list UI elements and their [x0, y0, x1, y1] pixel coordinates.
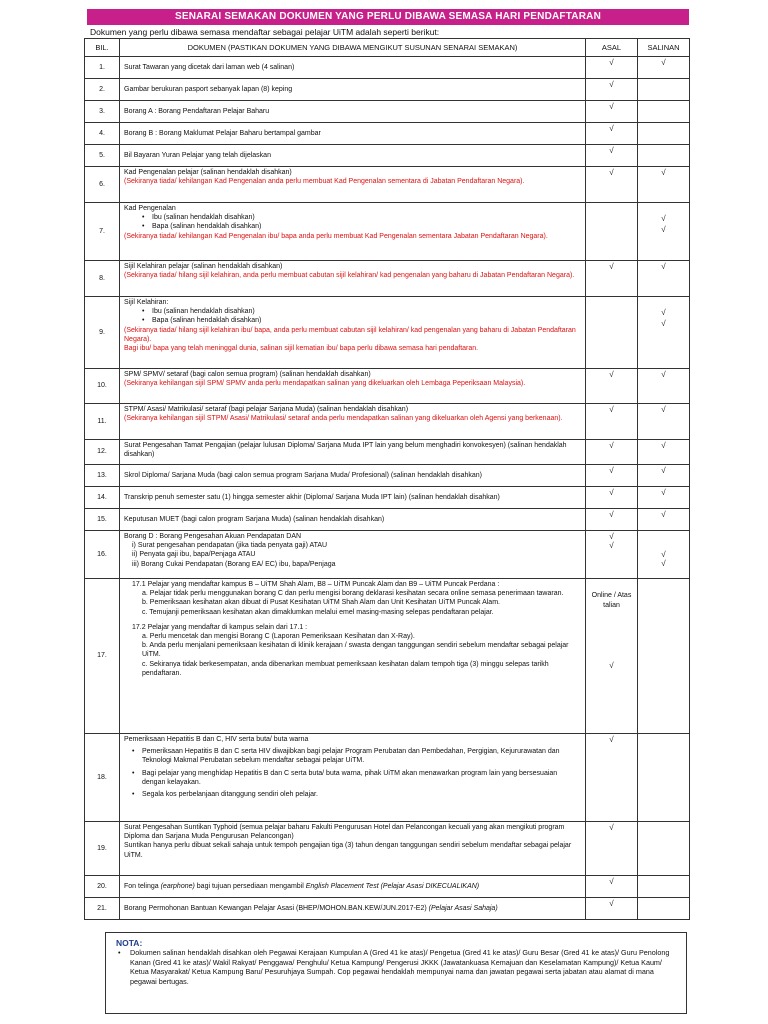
page-title: SENARAI SEMAKAN DOKUMEN YANG PERLU DIBAWA SEMASA HARI PENDAFTARAN — [87, 9, 689, 25]
row-document: Gambar berukuran pasport sebanyak lapan (8) keping — [120, 79, 586, 101]
check-mark: √ — [661, 225, 666, 234]
row-document-text: Pemeriksaan Hepatitis B dan C, HIV serta buta/ buta warna — [124, 736, 309, 743]
row-subitem: c. Temujanji pemeriksaan kesihatan akan dimaklumkan melalui emel masing-masing selepas pendaftaran pelajar. — [142, 608, 494, 616]
table-row — [85, 297, 690, 369]
row-number: 17. — [85, 579, 120, 734]
online-label: Online / Atas talian — [591, 592, 632, 609]
intro-text: Dokumen yang perlu dibawa semasa mendaftar sebagai pelajar UiTM adalah seperti berikut: — [90, 27, 440, 37]
empty-cell — [586, 297, 638, 369]
row-number: 3. — [85, 101, 120, 123]
row-number: 1. — [85, 57, 120, 79]
row-document-text: STPM/ Asasi/ Matrikulasi/ setaraf (bagi pelajar Sarjana Muda) (salinan hendaklah disahkan) — [124, 406, 409, 413]
check-mark: √ — [586, 79, 638, 101]
row-document-text: Surat Pengesahan Suntikan Typhoid (semua pelajar baharu Fakulti Pengurusan Hotel dan Pelancongan kecuali yang akan mengikuti program Diploma dan Sarjana Muda Pengurusan Pelancongan) — [124, 824, 565, 841]
check-mark: √ — [586, 57, 638, 79]
table-row — [85, 145, 690, 167]
row-document — [120, 404, 586, 440]
check-mark: √ — [638, 261, 690, 297]
table-row — [85, 465, 690, 487]
row-document-text: Kad Pengenalan pelajar (salinan hendaklah disahkan) — [124, 169, 292, 176]
row-document-italic: English Placement Test (Pelajar Asasi DIKECUALIKAN) — [305, 882, 480, 890]
row-number: 20. — [85, 876, 120, 898]
check-mark: √ — [661, 550, 666, 559]
table-row — [85, 487, 690, 509]
check-mark: √ — [586, 123, 638, 145]
check-mark: √ — [586, 487, 638, 509]
table-row — [85, 79, 690, 101]
check-mark: √ — [586, 101, 638, 123]
check-mark: √ — [586, 465, 638, 487]
row-number: 14. — [85, 487, 120, 509]
row-subitem: c. Sekiranya tidak berkesempatan, anda dibenarkan membuat pemeriksaan kesihatan dalam tempoh tiga (3) minggu selepas tarikh pendaftaran. — [142, 660, 549, 677]
row-number: 15. — [85, 509, 120, 531]
row-note-red: (Sekiranya tiada/ kehilangan Kad Pengenalan ibu/ bapa anda perlu membuat Kad Pengenalan sementara Jabatan Pendaftaran Negara). — [124, 232, 548, 240]
empty-cell — [638, 579, 690, 734]
row-bullet: • Bagi pelajar yang menghidap Hepatitis B dan C serta buta/ buta warna, pihak UiTM akan menawarkan program lain yang bersesuaian dengan kelayakan. — [124, 769, 581, 787]
check-mark: √ — [638, 509, 690, 531]
row-note-red: (Sekiranya kehilangan sijil SPM/ SPMV anda perlu mendapatkan salinan yang dikeluarkan oleh Lembaga Peperiksaan Malaysia). — [124, 380, 526, 388]
row-document-text-2: Suntikan hanya perlu dibuat sekali sahaja untuk tempoh pengajian tiga (3) tahun dengan tanggungan sendiri sebelum mendaftar sebagai pelajar UiTM. — [124, 842, 572, 859]
checklist-table — [84, 38, 690, 920]
table-row — [85, 123, 690, 145]
check-mark: √ — [661, 308, 666, 317]
row-subitem: iii) Borang Cukai Pendapatan (Borang EA/ EC) ibu, bapa/Penjaga — [132, 560, 336, 568]
note-box — [105, 932, 687, 1014]
col-header-asal: ASAL — [586, 39, 638, 57]
table-row — [85, 822, 690, 876]
col-header-bil: BIL. — [85, 39, 120, 57]
table-row — [85, 531, 690, 579]
row-bullet: • Bapa (salinan hendaklah disahkan) — [124, 222, 581, 231]
row-document: Transkrip penuh semester satu (1) hingga semester akhir (Diploma/ Sarjana Muda IPT lain) (salinan hendaklah disahkan) — [120, 487, 586, 509]
check-marks — [638, 203, 690, 261]
row-number: 8. — [85, 261, 120, 297]
check-mark: √ — [638, 369, 690, 404]
row-document-text: Fon telinga — [124, 882, 161, 890]
row-note-red: Bagi ibu/ bapa yang telah meninggal dunia, salinan sijil kematian ibu/ bapa perlu dibawa semasa hari pendaftaran. — [124, 345, 479, 353]
check-marks — [586, 531, 638, 579]
table-row — [85, 261, 690, 297]
table-row — [85, 203, 690, 261]
check-mark: √ — [586, 404, 638, 440]
empty-cell — [638, 734, 690, 822]
empty-cell — [638, 876, 690, 898]
check-mark: √ — [609, 532, 614, 541]
row-document-text: Borang D : Borang Pengesahan Akuan Pendapatan DAN — [124, 533, 302, 540]
row-subitem: b. Anda perlu menjalani pemeriksaan kesihatan di klinik kerajaan / swasta dengan tanggungan sendiri sebelum mendaftar sebagai pelajar UiTM. — [142, 642, 569, 659]
table-row — [85, 440, 690, 465]
empty-cell — [638, 898, 690, 920]
table-row — [85, 57, 690, 79]
empty-cell — [638, 822, 690, 876]
check-mark: √ — [609, 661, 614, 670]
row-document — [120, 531, 586, 579]
row-subitem: a. Perlu mencetak dan mengisi Borang C (Laporan Pemeriksaan Kesihatan dan X-Ray). — [142, 633, 415, 641]
row-number: 10. — [85, 369, 120, 404]
check-mark: √ — [661, 319, 666, 328]
row-bullet: • Ibu (salinan hendaklah disahkan) — [124, 213, 581, 222]
row-note-red: (Sekiranya tiada/ kehilangan Kad Pengenalan anda perlu membuat Kad Pengenalan sementara di Jabatan Pendaftaran Negara). — [124, 178, 525, 186]
empty-cell — [638, 101, 690, 123]
row-document: Borang B : Borang Maklumat Pelajar Baharu bertampal gambar — [120, 123, 586, 145]
row-document: Skrol Diploma/ Sarjana Muda (bagi calon semua program Sarjana Muda/ Profesional) (salinan hendaklah disahkan) — [120, 465, 586, 487]
row-number: 5. — [85, 145, 120, 167]
check-marks — [638, 531, 690, 579]
row-document — [120, 369, 586, 404]
row-bullet: • Bapa (salinan hendaklah disahkan) — [124, 316, 581, 325]
check-mark: √ — [661, 559, 666, 569]
row-number: 4. — [85, 123, 120, 145]
check-mark: √ — [638, 487, 690, 509]
row-document — [120, 898, 586, 920]
row-subheading: 17.1 Pelajar yang mendaftar kampus B – UiTM Shah Alam, B8 – UiTM Puncak Alam dan B9 – UiTM Puncak Perdana : — [132, 581, 500, 588]
check-mark: √ — [586, 509, 638, 531]
row-number: 6. — [85, 167, 120, 203]
row-bullet: • Ibu (salinan hendaklah disahkan) — [124, 307, 581, 316]
row-document — [120, 297, 586, 369]
check-mark: √ — [638, 465, 690, 487]
col-header-salinan: SALINAN — [638, 39, 690, 57]
table-row — [85, 876, 690, 898]
check-mark: √ — [586, 440, 638, 465]
check-marks — [638, 297, 690, 369]
row-subitem: i) Surat pengesahan pendapatan (jika tiada penyata gaji) ATAU — [132, 542, 328, 550]
check-mark: √ — [586, 167, 638, 203]
table-row — [85, 579, 690, 734]
check-mark: √ — [638, 404, 690, 440]
check-mark: √ — [586, 876, 638, 898]
check-mark: √ — [586, 261, 638, 297]
row-document — [120, 261, 586, 297]
check-mark: √ — [586, 734, 638, 822]
row-document-text: Sijil Kelahiran pelajar (salinan hendaklah disahkan) — [124, 263, 283, 270]
row-note-red: (Sekiranya tiada/ hilang sijil kelahiran ibu/ bapa, anda perlu membuat cabutan sijil kelahiran/ kad pengenalan yang baharu di Jabatan Pendaftaran Negara). — [124, 326, 576, 343]
check-mark: √ — [586, 369, 638, 404]
check-mark: √ — [586, 145, 638, 167]
row-document-text: Kad Pengenalan — [124, 205, 176, 212]
check-cell — [586, 579, 638, 734]
check-mark: √ — [609, 541, 614, 551]
row-subheading: 17.2 Pelajar yang mendaftar di kampus selain dari 17.1 : — [132, 623, 308, 631]
table-row — [85, 734, 690, 822]
row-document: Bil Bayaran Yuran Pelajar yang telah dijelaskan — [120, 145, 586, 167]
check-mark: √ — [586, 822, 638, 876]
table-row — [85, 167, 690, 203]
row-document-italic: (Pelajar Asasi Sahaja) — [428, 904, 498, 912]
row-document: Surat Tawaran yang dicetak dari laman web (4 salinan) — [120, 57, 586, 79]
row-document — [120, 167, 586, 203]
row-subitem: ii) Penyata gaji ibu, bapa/Penjaga ATAU — [132, 551, 256, 559]
row-note-red: (Sekiranya kehilangan sijil STPM/ Asasi/ Matrikulasi/ setaraf anda perlu mendapatkan salinan yang dikeluarkan oleh Agensi yang berkenaan). — [124, 415, 563, 423]
row-bullet: • Segala kos perbelanjaan ditanggung sendiri oleh pelajar. — [124, 790, 581, 799]
row-number: 11. — [85, 404, 120, 440]
table-row — [85, 369, 690, 404]
row-number: 16. — [85, 531, 120, 579]
table-row — [85, 509, 690, 531]
row-document — [120, 579, 586, 734]
col-header-dokumen: DOKUMEN (PASTIKAN DOKUMEN YANG DIBAWA MENGIKUT SUSUNAN SENARAI SEMAKAN) — [120, 39, 586, 57]
row-number: 18. — [85, 734, 120, 822]
row-document-text: Sijil Kelahiran: — [124, 299, 169, 306]
note-text: • Dokumen salinan hendaklah disahkan oleh Pegawai Kerajaan Kumpulan A (Gred 41 ke atas)/ Pengetua (Gred 41 ke atas)/ Guru Besar (Gred 41 ke atas)/ Guru Penolong Kanan (Gred 41 ke atas)/ Wakil Rakyat/ Penggawa/ Penghulu/ Ketua Kampung/ Pengerusi JKKK (Jawatankuasa Kemajuan dan Keselamatan Kampung)/ Ketua Kaum/ Ketua Masyarakat/ Ketua Kampung Baru/ Pesuruhjaya Sumpah. Cop pegawai hendaklah mempunyai nama dan jawatan pegawai serta jabatan atau alamat di mana pegawai bertugas. — [116, 948, 678, 986]
check-mark: √ — [661, 214, 666, 223]
row-document — [120, 734, 586, 822]
empty-cell — [638, 79, 690, 101]
check-mark: √ — [586, 898, 638, 920]
row-document — [120, 822, 586, 876]
check-mark: √ — [638, 440, 690, 465]
row-number: 7. — [85, 203, 120, 261]
row-note-red: (Sekiranya tiada/ hilang sijil kelahiran, anda perlu membuat cabutan sijil kelahiran/ kad pengenalan yang baharu di Jabatan Pendaftaran Negara). — [124, 272, 575, 280]
empty-cell — [638, 123, 690, 145]
empty-cell — [586, 203, 638, 261]
row-number: 21. — [85, 898, 120, 920]
row-document-text: bagi tujuan persediaan mengambil — [194, 882, 306, 890]
row-document: Keputusan MUET (bagi calon program Sarjana Muda) (salinan hendaklah disahkan) — [120, 509, 586, 531]
note-heading: NOTA: — [116, 938, 143, 948]
table-row — [85, 101, 690, 123]
row-document-text: Borang Permohonan Bantuan Kewangan Pelajar Asasi (BHEP/MOHON.BAN.KEW/JUN.2017-E2) — [124, 904, 429, 912]
check-mark: √ — [638, 57, 690, 79]
row-number: 12. — [85, 440, 120, 465]
row-document: Surat Pengesahan Tamat Pengajian (pelajar lulusan Diploma/ Sarjana Muda IPT lain yang belum menghadiri konvokesyen) (salinan hendaklah disahkan) — [120, 440, 586, 465]
table-row — [85, 404, 690, 440]
row-number: 13. — [85, 465, 120, 487]
row-document: Borang A : Borang Pendaftaran Pelajar Baharu — [120, 101, 586, 123]
check-mark: √ — [638, 167, 690, 203]
table-header-row — [85, 39, 690, 57]
row-bullet: • Pemeriksaan Hepatitis B dan C serta HIV diwajibkan bagi pelajar Program Perubatan dan Pembedahan, Pergigian, Kejururawatan dan Teknologi Makmal Perubatan sebelum mendaftar sebagai pelajar UiTM. — [124, 747, 581, 765]
empty-cell — [638, 145, 690, 167]
row-document-text: SPM/ SPMV/ setaraf (bagi calon semua program) (salinan hendaklah disahkan) — [124, 371, 371, 378]
row-number: 19. — [85, 822, 120, 876]
row-number: 9. — [85, 297, 120, 369]
row-document — [120, 876, 586, 898]
row-document-italic: (earphone) — [160, 882, 195, 890]
row-subitem: b. Pemeriksaan kesihatan akan dibuat di Pusat Kesihatan UiTM Shah Alam dan Unit Kesihatan UiTM Puncak Alam. — [142, 599, 500, 607]
row-number: 2. — [85, 79, 120, 101]
table-row — [85, 898, 690, 920]
row-subitem: a. Pelajar tidak perlu menggunakan borang C dan perlu mengisi borang deklarasi kesihatan secara online semasa penerimaan tawaran. — [142, 590, 564, 598]
row-document — [120, 203, 586, 261]
